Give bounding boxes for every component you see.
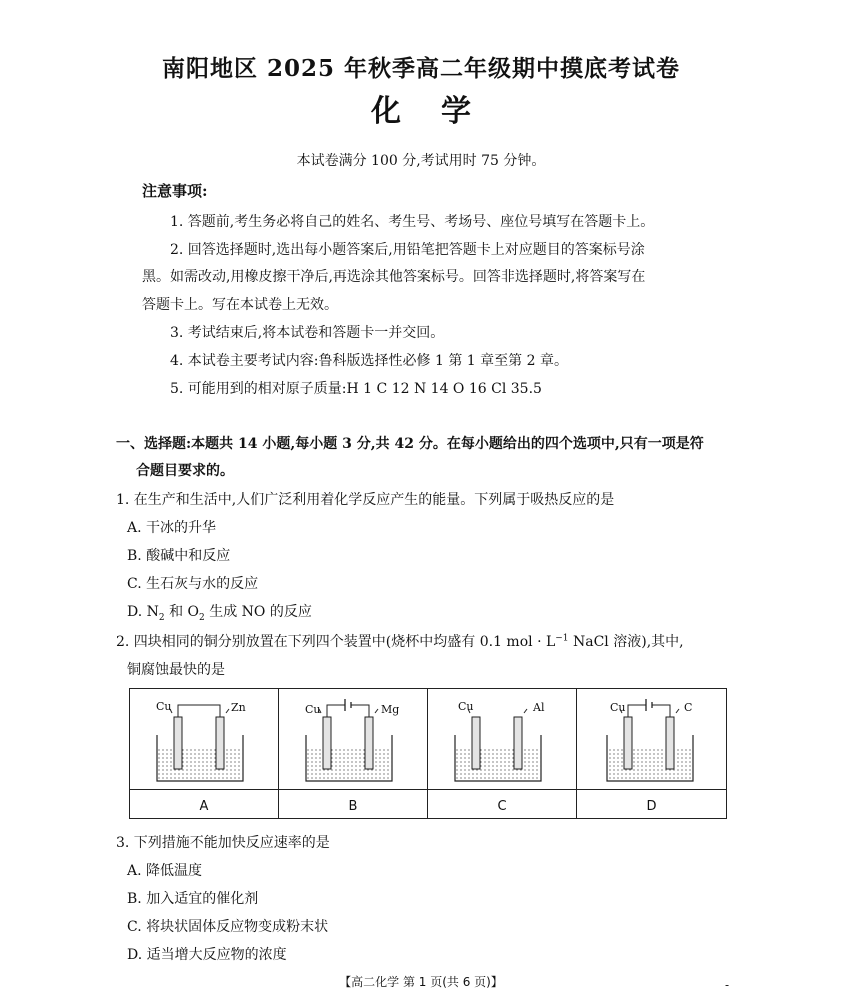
metal-left-label: Cu: [305, 703, 321, 716]
q3-option-b: B. 加入适宜的催化剂: [127, 891, 259, 907]
device-d: [577, 689, 726, 819]
device-b: [279, 689, 428, 819]
device-a: [130, 689, 279, 819]
section-heading: 一、选择题:本题共 14 小题,每小题 3 分,共 42 分。在每小题给出的四个选项中,只有一项是符: [116, 436, 704, 452]
device-label: C: [497, 799, 507, 814]
q1-option-c: C. 生石灰与水的反应: [127, 576, 259, 592]
beaker-diagram: [428, 689, 577, 789]
notes-heading: 注意事项:: [142, 182, 208, 200]
device-label: B: [348, 799, 358, 814]
device-diagram-table: [129, 688, 727, 819]
metal-right-label: Mg: [381, 703, 400, 716]
exam-title: 南阳地区 2025 年秋季高二年级期中摸底考试卷: [161, 55, 681, 82]
device-label: A: [199, 799, 209, 814]
note-item: 1. 答题前,考生务必将自己的姓名、考生号、考场号、座位号填写在答题卡上。: [170, 214, 655, 230]
note-item: 4. 本试卷主要考试内容:鲁科版选择性必修 1 第 1 章至第 2 章。: [170, 353, 568, 369]
q1-option-b: B. 酸碱中和反应: [127, 548, 231, 564]
section-heading-cont: 合题目要求的。: [136, 463, 234, 479]
metal-right-label: Zn: [231, 701, 246, 714]
metal-left-label: Cu: [156, 700, 172, 713]
q3-option-c: C. 将块状固体反应物变成粉末状: [127, 919, 329, 935]
q1-option-d: D. $N_2$ 和 $O_2$ 生成 NO 的反应: [127, 604, 312, 623]
q3-option-a: A. 降低温度: [127, 863, 203, 879]
q3-stem: 3. 下列措施不能加快反应速率的是: [116, 835, 330, 851]
metal-right-label: Al: [533, 701, 545, 714]
beaker-diagram: [130, 689, 279, 789]
footer-mark: -: [725, 978, 730, 992]
metal-right-label: C: [684, 701, 693, 714]
beaker-diagram: [279, 689, 428, 789]
note-item: 黑。如需改动,用橡皮擦干净后,再选涂其他答案标号。回答非选择题时,将答案写在: [142, 269, 646, 285]
note-item: 5. 可能用到的相对原子质量:H 1 C 12 N 14 O 16 Cl 35.5: [170, 381, 542, 397]
beaker-diagram: [577, 689, 726, 789]
device-c: [428, 689, 577, 819]
device-label: D: [646, 799, 657, 814]
q2-stem: 2. 四块相同的铜分别放置在下列四个装置中(烧杯中均盛有 0.1 mol · $L^{-1}$ NaCl 溶液),其中,: [116, 633, 684, 650]
note-item: 2. 回答选择题时,选出每小题答案后,用铅笔把答题卡上对应题目的答案标号涂: [170, 242, 645, 258]
q2-stem-cont: 铜腐蚀最快的是: [127, 662, 225, 678]
note-item: 3. 考试结束后,将本试卷和答题卡一并交回。: [170, 325, 445, 341]
score-line: 本试卷满分 100 分,考试用时 75 分钟。: [296, 153, 546, 169]
note-item: 答题卡上。写在本试卷上无效。: [142, 297, 338, 313]
q1-option-a: A. 干冰的升华: [127, 520, 217, 536]
q3-option-d: D. 适当增大反应物的浓度: [127, 947, 287, 963]
metal-left-label: Cu: [458, 700, 474, 713]
page-footer: 【高二化学 第 1 页(共 6 页)】: [339, 975, 503, 989]
subject-title: 化学: [371, 94, 511, 129]
q1-stem: 1. 在生产和生活中,人们广泛利用着化学反应产生的能量。下列属于吸热反应的是: [116, 492, 615, 508]
metal-left-label: Cu: [610, 701, 626, 714]
